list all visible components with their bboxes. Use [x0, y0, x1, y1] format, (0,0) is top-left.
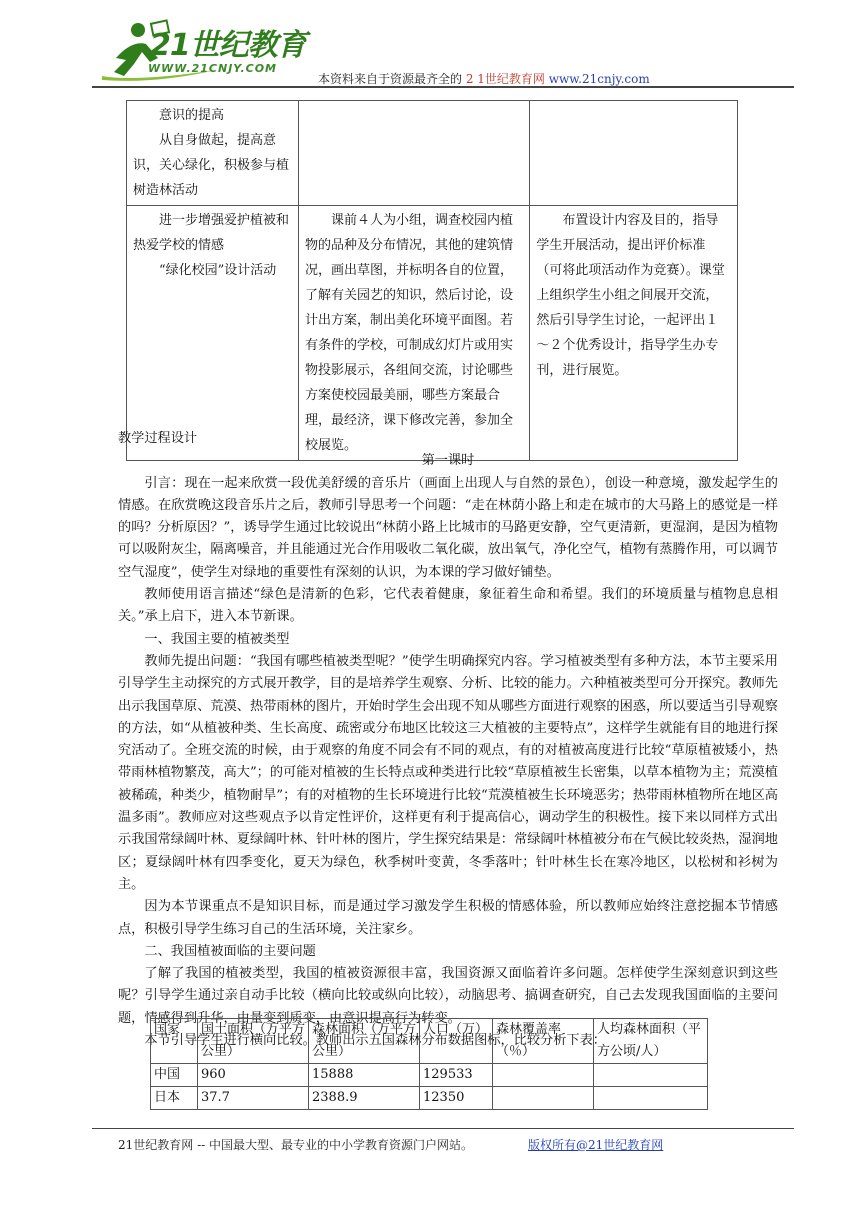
cell-text: 进一步增强爱护植被和热爱学校的情感 [133, 213, 290, 253]
table-cell: 日本 [151, 1087, 198, 1110]
table-cell [594, 1064, 708, 1087]
header-tagline [318, 70, 650, 87]
subheading: 二、我国植被面临的主要问题 [144, 943, 316, 959]
cell-text: “绿化校园”设计活动 [159, 263, 277, 278]
cell-text: 意识的提高 [159, 108, 225, 123]
paragraph: 教师使用语言描述“绿色是清新的色彩，它代表着健康，象征着生命和希望。我们的环境质量与植物息息相关。”承上启下，进入本节新课。 [118, 587, 778, 625]
logo-wordmark: 21世纪教育 [150, 28, 306, 63]
header-cell: 国土面积（万平方公里） [198, 1019, 309, 1064]
table-row [151, 1087, 708, 1110]
logo-url: WWW.21CNJY.COM [148, 62, 277, 75]
copyright-link[interactable]: 版权所有@21世纪教育网 [528, 1138, 664, 1152]
cell-text: 从自身做起，提高意识，关心绿化，积极参与植树造林活动 [133, 133, 290, 198]
paragraph: 引言：现在一起来欣赏一段优美舒缓的音乐片（画面上出现人与自然的景色），创设一种意境，激发起学生的情感。在欣赏晚这段音乐片之后，教师引导思考一个问题：“走在林荫小路上和走在城市的大马路上的感觉是一样的吗？分析原因？”，诱导学生通过比较说出“林荫小路上比城市的马路更安静，空气更清新，更湿润，是因为植物可以吸附灰尘，隔离噪音，并且能通过光合作用吸收二氧化碳，放出氧气，净化空气，植物有蒸腾作用，可以调节空气湿度”，使学生对绿地的重要性有深刻的认识，为本课的学习做好铺垫。 [118, 475, 778, 580]
table-cell [530, 101, 738, 206]
lesson-title: 第一课时 [421, 453, 475, 469]
activity-plan-table [126, 100, 738, 461]
tagline-prefix: 本资料来自于资源最齐全的 [318, 72, 463, 86]
header-cell: 森林覆盖率（％） [493, 1019, 594, 1064]
paragraph: 了解了我国的植被类型，我国的植被资源很丰富，我国资源又面临着许多问题。怎样使学生深刻意识到这些呢？引导学生通过亲自动手比较（横向比较或纵向比较），动脑思考、搞调查研究，自己去发现我国面临的主要问题，情感得到升华，由量变到质变，由意识提高行为转变。 [118, 966, 778, 1026]
page-header [0, 0, 860, 100]
table-row [127, 206, 738, 461]
forest-data-table [150, 1018, 708, 1110]
section-heading: 教学过程设计 [118, 431, 198, 446]
table-cell: 15888 [309, 1064, 420, 1087]
table-cell: 布置设计内容及目的，指导学生开展活动，提出评价标准（可将此项活动作为竞赛）。课堂上组织学生小组之间展开交流，然后引导学生讨论，一起评出１～２个优秀设计，指导学生办专刊，进行展览。 [530, 206, 738, 461]
subheading: 一、我国主要的植被类型 [144, 631, 290, 647]
header-cell: 国家 [151, 1019, 198, 1064]
table-cell: 12350 [420, 1087, 493, 1110]
tagline-site-name[interactable]: 2 1世纪教育网 [465, 72, 545, 86]
header-cell: 森林面积（万平方公里） [309, 1019, 420, 1064]
table-cell [298, 101, 529, 206]
table-cell: 129533 [420, 1064, 493, 1087]
table-row [127, 101, 738, 206]
paragraph: 本节引导学生进行横向比较。教师出示五国森林分布数据图标，比较分析下表： [144, 1033, 606, 1049]
table-cell [493, 1064, 594, 1087]
table-cell: 2388.9 [309, 1087, 420, 1110]
paragraph: 因为本节课重点不是知识目标，而是通过学习激发学生积极的情感体验，所以教师应始终注意挖掘本节情感点，积极引导学生练习自己的生活环境，关注家乡。 [118, 899, 778, 937]
table-cell [493, 1087, 594, 1110]
footer-text: 21世纪教育网 -- 中国最大型、最专业的中小学教育资源门户网站。 [118, 1138, 474, 1152]
header-cell: 人均森林面积（平方公顷/人） [594, 1019, 708, 1064]
table-header-row [151, 1019, 708, 1064]
table-cell: 课前４人为小组，调查校园内植物的品种及分布情况，其他的建筑情况，画出草图，并标明各自的位置，了解有关园艺的知识，然后讨论，设计出方案，制出美化环境平面图。若有条件的学校，可制成幻灯片或用实物投影展示，各组间交流，讨论哪些方案使校园最美丽，哪些方案最合理，最经济，课下修改完善，参加全校展览。 [298, 206, 529, 461]
table-cell [127, 206, 299, 461]
paragraph: 教师先提出问题：“我国有哪些植被类型呢？”使学生明确探究内容。学习植被类型有多种方法，本节主要采用引导学生主动探究的方式展开教学，目的是培养学生观察、分析、比较的能力。六种植被类型可分开探究。教师先出示我国草原、荒漠、热带雨林的图片，开始时学生会出现不知从哪些方面进行观察的困惑，所以要适当引导观察的方法，如“从植被种类、生长高度、疏密或分布地区比较这三大植被的主要特点”，这样学生就能有目的地进行探究活动了。全班交流的时候，由于观察的角度不同会有不同的观点，有的对植被高度进行比较“草原植被矮小，热带雨林植物繁茂，高大”；的可能对植被的生长特点或种类进行比较“草原植被生长密集，以草本植物为主；荒漠植被稀疏，种类少，植物耐旱”；有的对植物的生长环境进行比较“荒漠植被生长环境恶劣；热带雨林植物所在地区高温多雨”。教师应对这些观点予以肯定性评价，这样更有利于提高信心，调动学生的积极性。接下来以同样方式出示我国常绿阔叶林、夏绿阔叶林、针叶林的图片，学生探究结果是：常绿阔叶林植被分布在气候比较炎热，湿润地区；夏绿阔叶林有四季变化，夏天为绿色，秋季树叶变黄，冬季落叶；针叶林生长在寒冷地区，以松树和衫树为主。 [118, 653, 778, 892]
table-cell: 37.7 [198, 1087, 309, 1110]
table-cell [127, 101, 299, 206]
table-row [151, 1064, 708, 1087]
table-cell: 960 [198, 1064, 309, 1087]
table-cell [594, 1087, 708, 1110]
header-cell: 人口（万） [420, 1019, 493, 1064]
table-cell: 中国 [151, 1064, 198, 1087]
lesson-body [118, 428, 778, 1052]
tagline-url[interactable]: www.21cnjy.com [548, 72, 650, 86]
header-divider [92, 86, 794, 88]
footer-divider [92, 1128, 794, 1129]
